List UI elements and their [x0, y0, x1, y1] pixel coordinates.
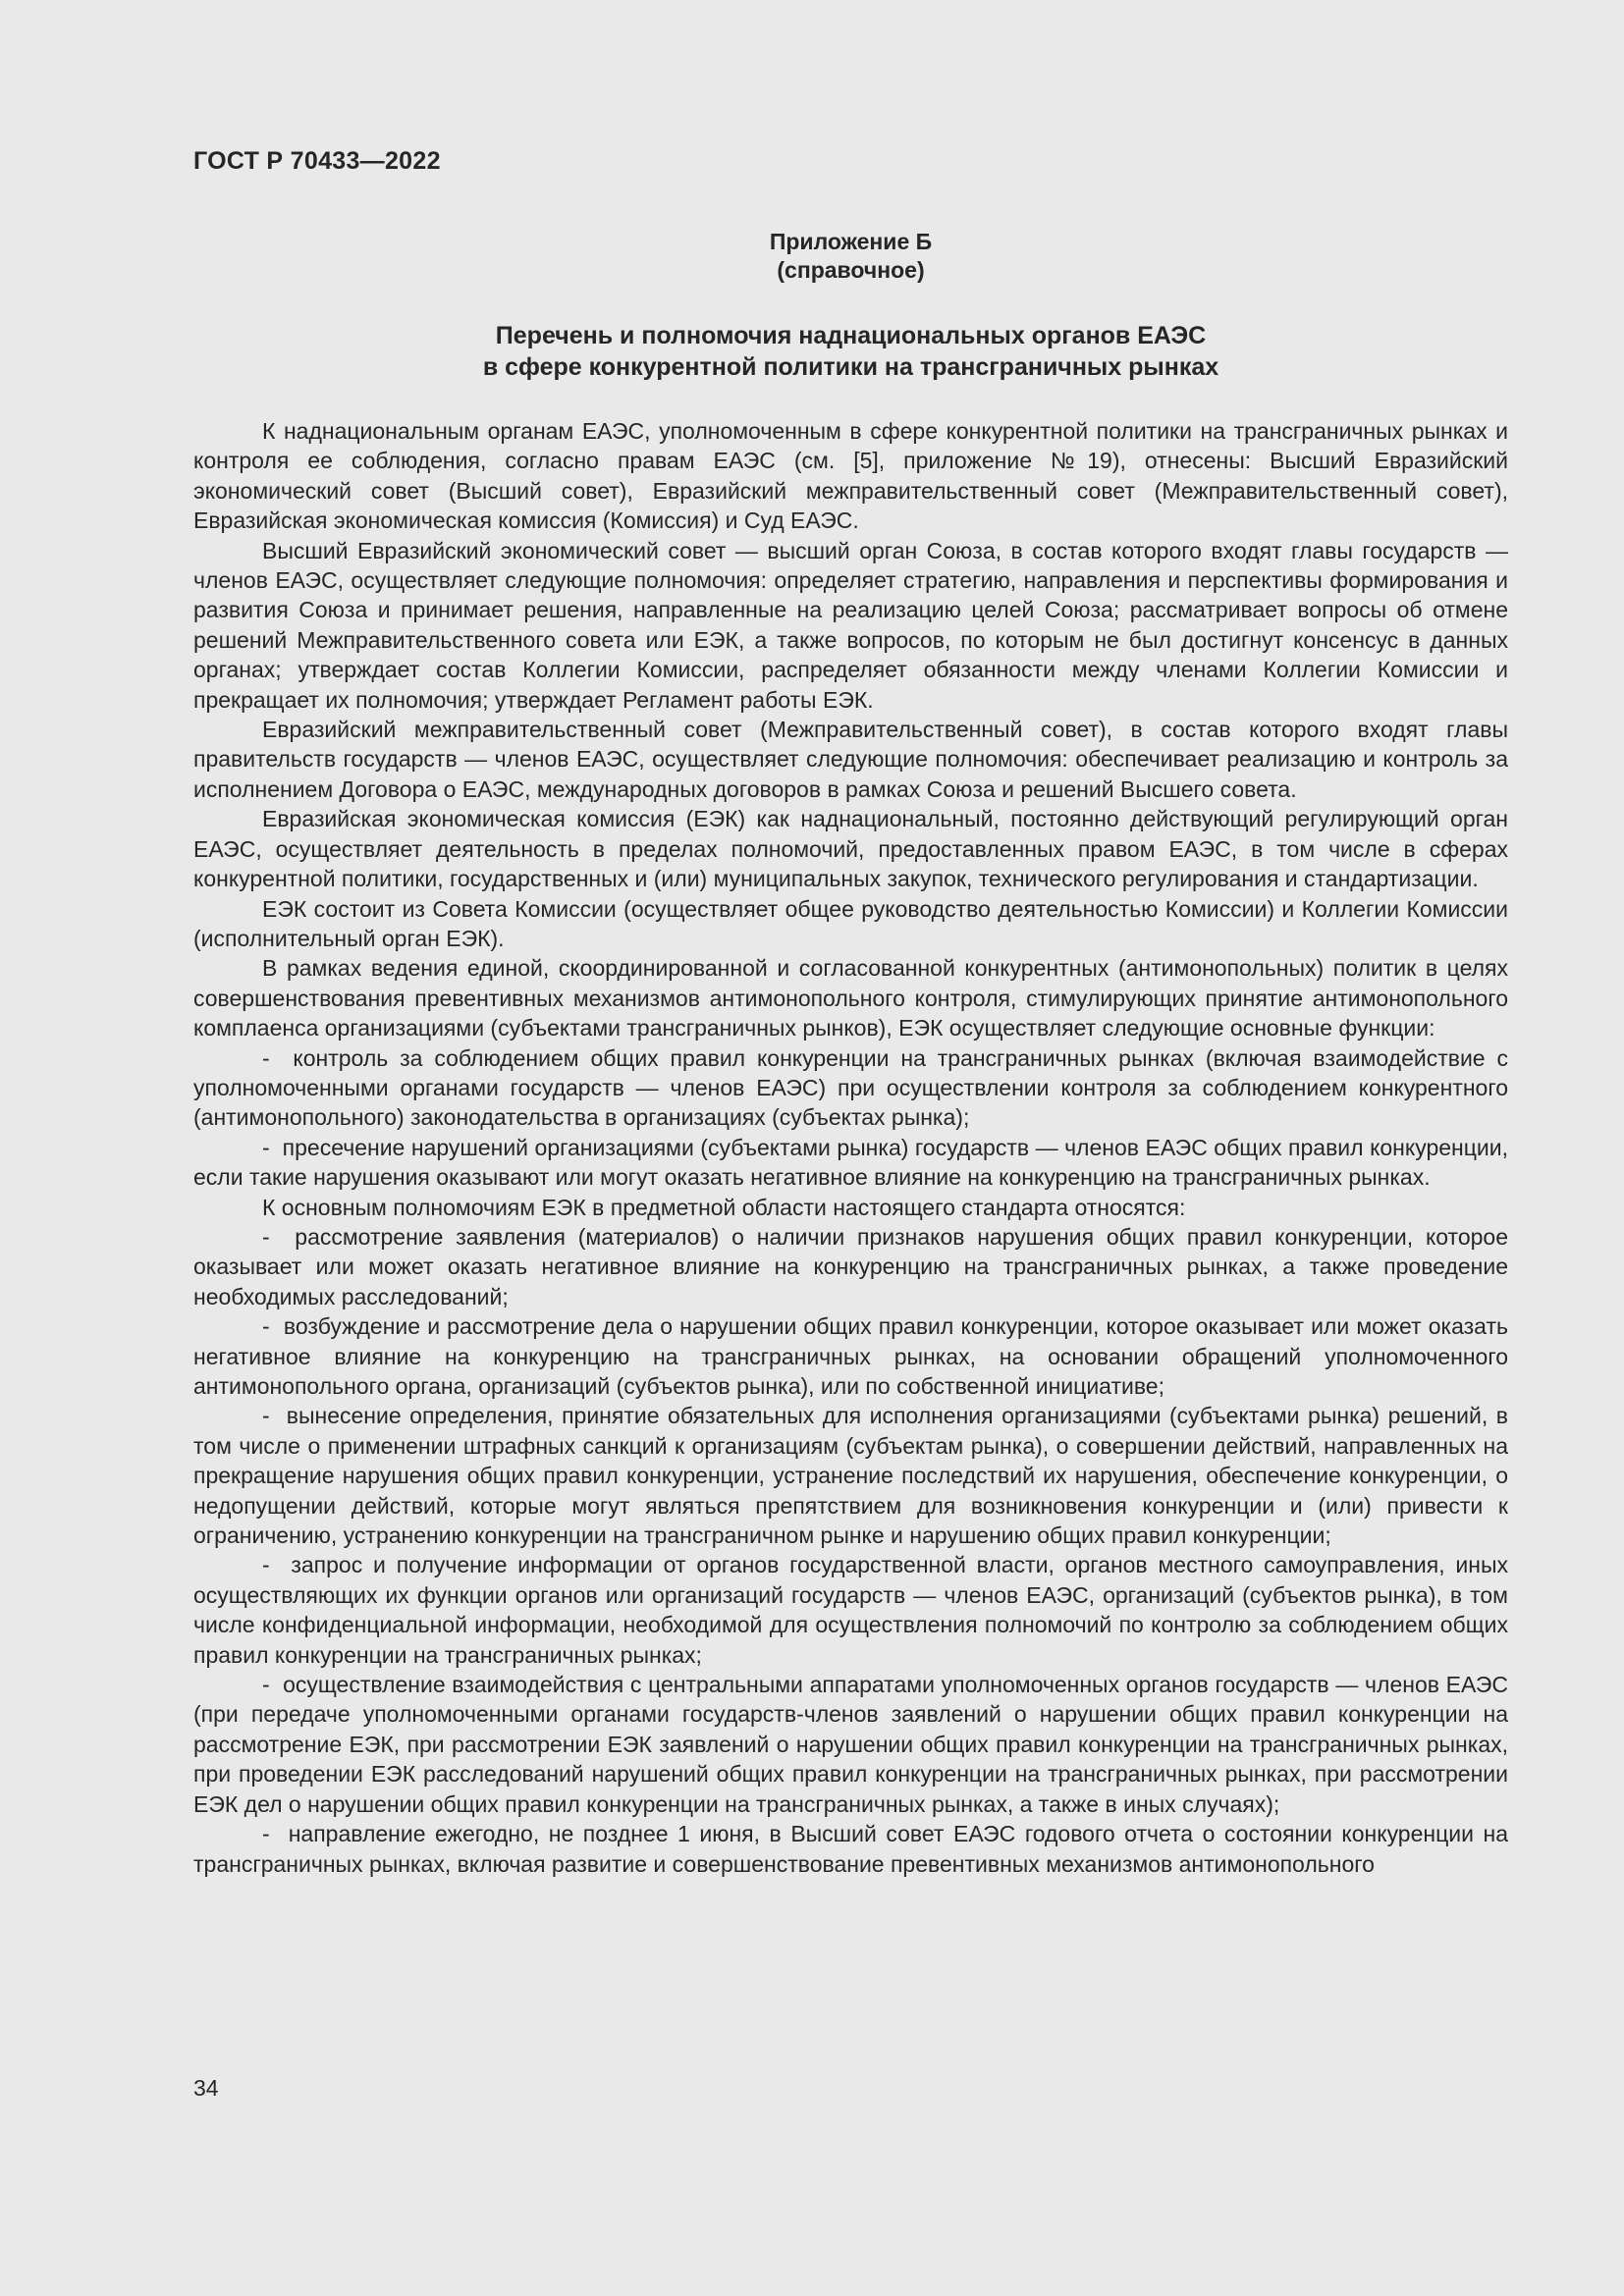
appendix-type: (справочное) — [777, 257, 925, 283]
paragraph: К основным полномочиям ЕЭК в предметной области настоящего стандарта относятся: — [262, 1194, 1186, 1220]
paragraph: Евразийский межправительственный совет (Межправительственный совет), в состав которого входят главы правительств государств — членов ЕАЭС, осуществляет следующие полномочия: обеспечивает реализацию и контроль за исполнением Договора о ЕАЭС, международных договоров в рамках Союза и решений Высшего совета. — [193, 717, 1508, 802]
body-text — [193, 416, 1508, 1879]
document-code-header: ГОСТ Р 70433—2022 — [193, 147, 441, 175]
paragraph: ЕЭК состоит из Совета Комиссии (осуществляет общее руководство деятельностью Комиссии) и Коллегии Комиссии (исполнительный орган ЕЭК). — [193, 895, 1508, 951]
section-title-line-2: в сфере конкурентной политики на трансграничных рынках — [482, 353, 1219, 381]
paragraph: Евразийская экономическая комиссия (ЕЭК) как наднациональный, постоянно действующий регулирующий орган ЕАЭС, осуществляет деятельность в пределах полномочий, предоставленных правом ЕАЭС, в том числе в сферах конкурентной политики, государственных и (или) муниципальных закупок, технического регулирования и стандартизации. — [193, 806, 1508, 892]
section-title-line-1: Перечень и полномочия наднациональных органов ЕАЭС — [495, 322, 1207, 349]
power-list-item: - осуществление взаимодействия с центральными аппаратами уполномоченных органов государств — членов ЕАЭС (при передаче уполномоченными органами государств-членов заявлений о нарушении общих правил конкуренции на рассмотрение ЕЭК, при рассмотрении ЕЭК заявлений о нарушении общих правил конкуренции на трансграничных рынках, при проведении ЕЭК расследований нарушений общих правил конкуренции на трансграничных рынках, при рассмотрении ЕЭК дел о нарушении общих правил конкуренции на трансграничных рынках, а также в иных случаях); — [193, 1670, 1508, 1819]
paragraph: Высший Евразийский экономический совет — высший орган Союза, в состав которого входят главы государств — членов ЕАЭС, осуществляет следующие полномочия: определяет стратегию, направления и перспективы формирования и развития Союза и принимает решения, направленные на реализацию целей Союза; рассматривает вопросы об отмене решений Межправительственного совета или ЕЭК, а также вопросов, по которым не был достигнут консенсус в данных органах; утверждает состав Коллегии Комиссии, распределяет обязанности между членами Коллегии Комиссии и прекращает их полномочия; утверждает Регламент работы ЕЭК. — [193, 537, 1508, 713]
section-title — [193, 320, 1508, 383]
power-list-item: - запрос и получение информации от органов государственной власти, органов местного самоуправления, иных осуществляющих их функции органов или организаций государств — членов ЕАЭС, организаций (субъектов рынка), в том числе конфиденциальной информации, необходимой для осуществления полномочий по контролю за соблюдением общих правил конкуренции на трансграничных рынках; — [193, 1550, 1508, 1670]
power-list-item: - вынесение определения, принятие обязательных для исполнения организациями (субъектами рынка) решений, в том числе о применении штрафных санкций к организациям (субъектам рынка), о совершении действий, направленных на прекращение нарушения общих правил конкуренции, устранение последствий их нарушения, обеспечение конкуренции, о недопущении действий, которые могут являться препятствием для возникновения конкуренции и (или) привести к ограничению, устранению конкуренции на трансграничном рынке и нарушению общих правил конкуренции; — [193, 1401, 1508, 1550]
page-number: 34 — [193, 2075, 219, 2101]
appendix-heading — [193, 228, 1508, 285]
power-list-item: - возбуждение и рассмотрение дела о нарушении общих правил конкуренции, которое оказывает или может оказать негативное влияние на конкуренцию на трансграничных рынках, на основании обращений уполномоченного антимонопольного органа, организаций (субъектов рынка), или по собственной инициативе; — [193, 1311, 1508, 1401]
power-list-item: - рассмотрение заявления (материалов) о наличии признаков нарушения общих правил конкуренции, которое оказывает или может оказать негативное влияние на конкуренцию на трансграничных рынках, а также проведение необходимых расследований; — [193, 1222, 1508, 1311]
power-list-item: - направление ежегодно, не позднее 1 июня, в Высший совет ЕАЭС годового отчета о состоянии конкуренции на трансграничных рынках, включая развитие и совершенствование превентивных механизмов антимонопольного — [193, 1819, 1508, 1879]
function-list-item: - контроль за соблюдением общих правил конкуренции на трансграничных рынках (включая взаимодействие с уполномоченными органами государств — членов ЕАЭС) при осуществлении контроля за соблюдением конкурентного (антимонопольного) законодательства в организациях (субъектах рынка); — [193, 1043, 1508, 1133]
paragraph: К наднациональным органам ЕАЭС, уполномоченным в сфере конкурентной политики на трансграничных рынках и контроля ее соблюдения, согласно правам ЕАЭС (см. [5], приложение №19), отнесены: Высший Евразийский экономический совет (Высший совет), Евразийский межправительственный совет (Межправительственный совет), Евразийская экономическая комиссия (Комиссия) и Суд ЕАЭС. — [193, 418, 1508, 534]
paragraph: В рамках ведения единой, скоординированной и согласованной конкурентных (антимонопольных) политик в целях совершенствования превентивных механизмов антимонопольного контроля, стимулирующих принятие антимонопольного комплаенса организациями (субъектами трансграничных рынков), ЕЭК осуществляет следующие основные функции: — [193, 955, 1508, 1041]
appendix-label: Приложение Б — [769, 229, 933, 254]
function-list-item: - пресечение нарушений организациями (субъектами рынка) государств — членов ЕАЭС общих правил конкуренции, если такие нарушения оказывают или могут оказать негативное влияние на конкуренцию на трансграничных рынках. — [193, 1133, 1508, 1193]
